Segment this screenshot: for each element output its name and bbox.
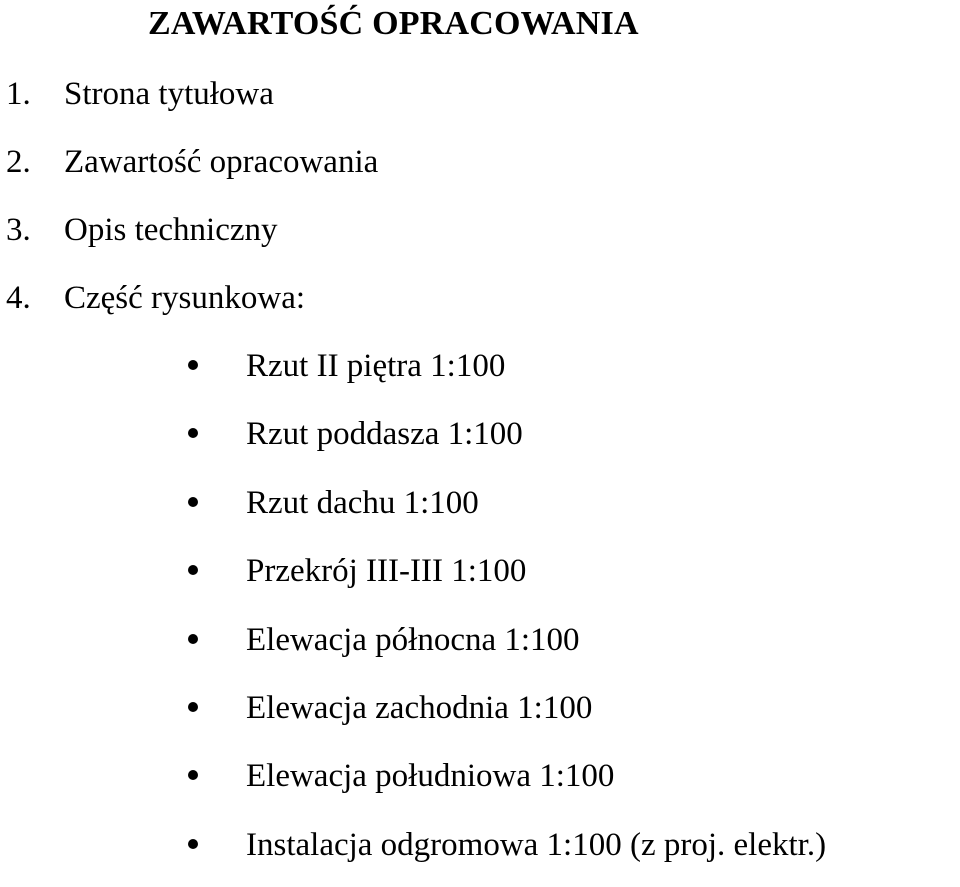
bullet-icon [188, 770, 198, 780]
item-number: 4. [6, 280, 31, 316]
item-number: 2. [6, 144, 31, 180]
item-label: Część rysunkowa: [64, 280, 306, 316]
item-label: Zawartość opracowania [64, 144, 379, 180]
drawing-label: Instalacja odgromowa 1:100 (z proj. elektr.) [246, 826, 827, 863]
bullet-icon [188, 360, 198, 370]
drawing-label: Rzut poddasza 1:100 [246, 416, 523, 453]
bullet-icon [188, 839, 198, 849]
drawing-label: Elewacja południowa 1:100 [246, 758, 615, 795]
document-title: ZAWARTOŚĆ OPRACOWANIA [148, 5, 639, 42]
drawing-label: Elewacja północna 1:100 [246, 621, 580, 658]
item-label: Strona tytułowa [64, 76, 274, 112]
bullet-icon [188, 497, 198, 507]
item-label: Opis techniczny [64, 212, 278, 248]
drawing-label: Rzut II piętra 1:100 [246, 348, 506, 384]
bullet-icon [188, 565, 198, 575]
drawing-label: Elewacja zachodnia 1:100 [246, 689, 593, 726]
item-number: 3. [6, 212, 31, 248]
drawing-label: Przekrój III-III 1:100 [246, 553, 527, 590]
bullet-icon [188, 428, 198, 438]
bullet-icon [188, 634, 198, 644]
drawing-label: Rzut dachu 1:100 [246, 484, 479, 521]
item-number: 1. [6, 76, 31, 112]
bullet-icon [188, 702, 198, 712]
